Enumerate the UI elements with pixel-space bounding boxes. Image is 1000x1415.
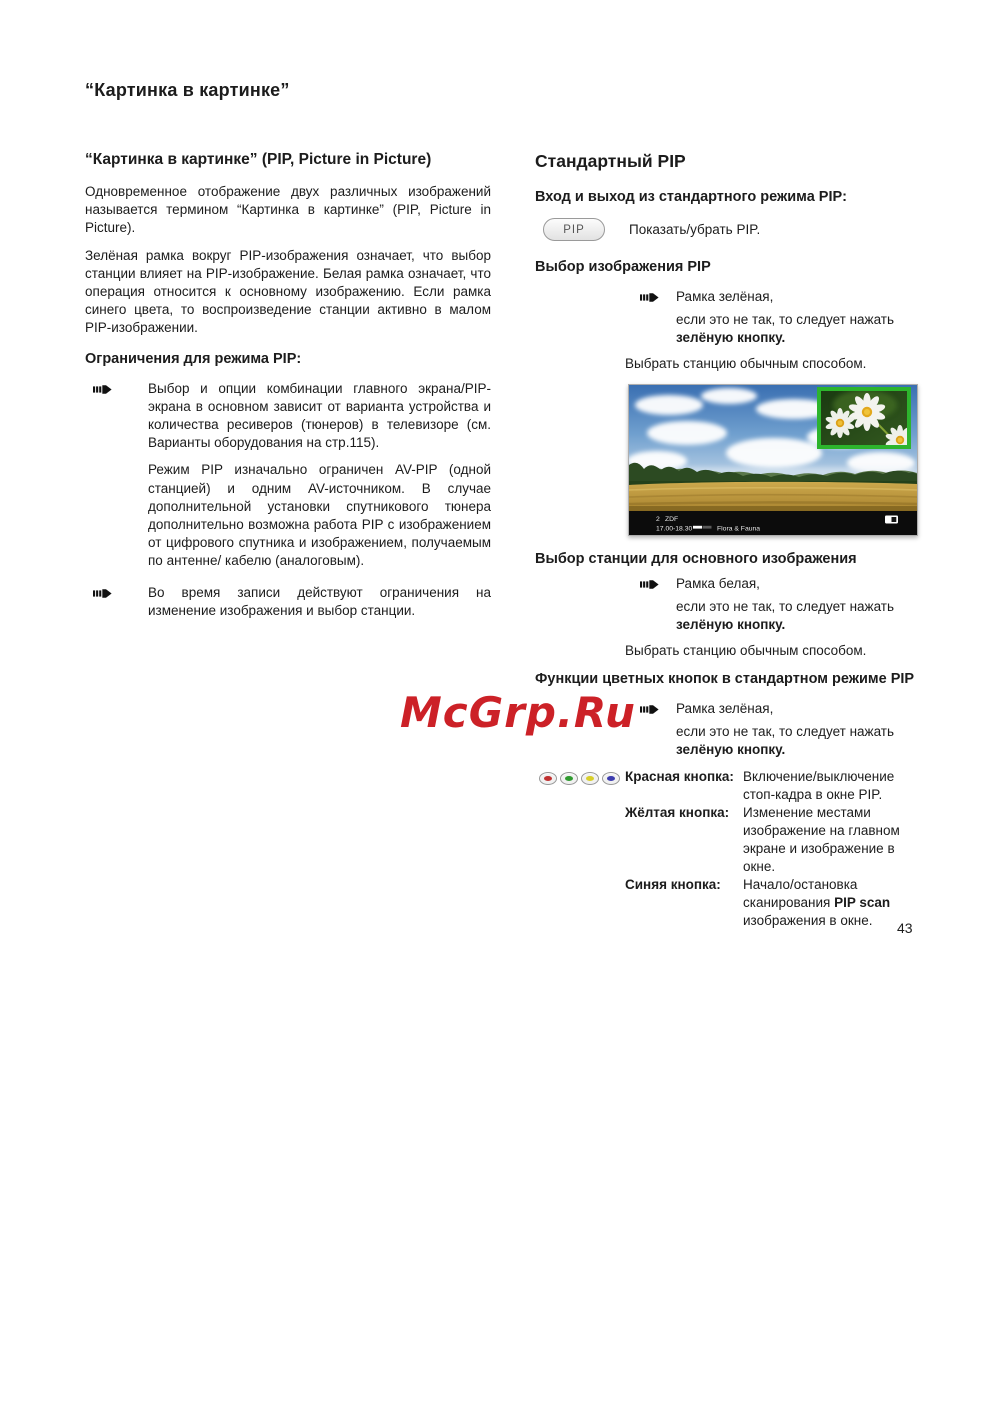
intro-paragraph: Одновременное отображение двух различных изображений называется термином “Картинка в картинке” (PIP, Picture in Picture). bbox=[85, 184, 491, 236]
restriction1-paragraph2: Режим PIP изначально ограничен AV-PIP (одной станцией) и одним AV-источником. В случае дополнительной установки спутникового тюнера дополнительно возможна работа PIP с изображением от цифрового спутника и изображением, получаемым по антенне/ кабелю (аналоговым). bbox=[148, 462, 491, 569]
frame-state-text: Рамка зелёная, bbox=[676, 289, 774, 304]
blue-button-row bbox=[625, 876, 933, 930]
blue-button-icon[interactable] bbox=[602, 772, 620, 785]
pip-remote-button[interactable]: PIP bbox=[543, 218, 605, 241]
main-select-heading: Выбор станции для основного изображения bbox=[535, 551, 857, 567]
yellow-button-icon[interactable] bbox=[581, 772, 599, 785]
channel-info-bar bbox=[629, 511, 917, 535]
restrictions-heading: Ограничения для режима PIP: bbox=[85, 350, 302, 367]
green-button-icon[interactable] bbox=[560, 772, 578, 785]
standard-pip-heading: Стандартный PIP bbox=[535, 151, 686, 171]
if-not-text: если это не так, то следует нажать bbox=[676, 724, 894, 739]
channel-number: 2 bbox=[656, 516, 660, 523]
restriction-item-2 bbox=[85, 584, 491, 620]
red-button-row bbox=[625, 768, 933, 804]
pip-button-row bbox=[543, 218, 933, 241]
press-green-button-text: зелёную кнопку. bbox=[676, 330, 786, 345]
pip-inset-window bbox=[817, 387, 915, 455]
restriction1-paragraph1: Выбор и опции комбинации главного экрана/PIP-экрана в основном зависит от варианта устройства и количества ресиверов (тюнеров) в телевизоре (см. Варианты оборудования на стр.115). bbox=[148, 380, 491, 451]
note-arrow-icon bbox=[640, 292, 660, 303]
note-arrow-icon bbox=[640, 579, 660, 590]
select-station-note: Выбрать станцию обычным способом. bbox=[625, 356, 867, 371]
program-time: 17.00-18.30 bbox=[656, 525, 693, 533]
right-column bbox=[535, 151, 933, 930]
color-buttons-heading: Функции цветных кнопок в стандартном режиме PIP bbox=[535, 671, 915, 687]
restriction2-paragraph: Во время записи действуют ограничения на изменение изображения и выбор станции. bbox=[148, 584, 491, 618]
select-station-note: Выбрать станцию обычным способом. bbox=[625, 643, 867, 658]
channel-name: ZDF bbox=[665, 516, 679, 523]
note-arrow-icon bbox=[93, 588, 113, 599]
pip-select-note bbox=[535, 288, 933, 347]
note-arrow-icon bbox=[93, 384, 113, 395]
page-number: 43 bbox=[897, 920, 913, 936]
yellow-button-desc: Изменение местами изображение на главном экране и изображение в окне. bbox=[743, 805, 900, 874]
red-button-icon[interactable] bbox=[539, 772, 557, 785]
frame-state-text: Рамка белая, bbox=[676, 576, 760, 591]
color-functions-table bbox=[625, 768, 933, 930]
frame-colors-paragraph: Зелёная рамка вокруг PIP-изображения означает, что выбор станции влияет на PIP-изображение. Белая рамка означает, что операция относится к основному изображению. Если рамка синего цвета, то воспроизведение станции активно в малом PIP-изображении. bbox=[85, 247, 491, 336]
enter-exit-heading: Вход и выход из стандартного режима PIP: bbox=[535, 189, 847, 205]
if-not-text: если это не так, то следует нажать bbox=[676, 599, 894, 614]
blue-button-label: Синяя кнопка: bbox=[625, 877, 721, 892]
mcgrp-watermark: McGrp.Ru bbox=[400, 688, 636, 737]
restriction-item-1 bbox=[85, 380, 491, 571]
red-button-label: Красная кнопка: bbox=[625, 769, 734, 784]
if-not-text: если это не так, то следует нажать bbox=[676, 312, 894, 327]
remote-color-buttons bbox=[539, 772, 620, 785]
page-title: “Картинка в картинке” bbox=[85, 80, 290, 100]
blue-button-desc: Начало/остановка сканирования PIP scan изображения в окне. bbox=[743, 877, 891, 928]
program-title: Flora & Fauna bbox=[717, 525, 761, 533]
tv-screen-illustration bbox=[628, 384, 918, 536]
press-green-button-text: зелёную кнопку. bbox=[676, 617, 786, 632]
yellow-button-row bbox=[625, 804, 933, 876]
pip-button-caption: Показать/убрать PIP. bbox=[629, 222, 761, 237]
pip-position-icon bbox=[885, 516, 898, 524]
yellow-button-label: Жёлтая кнопка: bbox=[625, 805, 730, 820]
section-heading-pip: “Картинка в картинке” (PIP, Picture in Picture) bbox=[85, 151, 432, 168]
frame-state-text: Рамка зелёная, bbox=[676, 701, 774, 716]
main-select-note bbox=[535, 575, 933, 634]
left-column bbox=[85, 151, 491, 633]
pip-select-heading: Выбор изображения PIP bbox=[535, 259, 711, 275]
press-green-button-text: зелёную кнопку. bbox=[676, 742, 786, 757]
note-arrow-icon bbox=[640, 704, 660, 715]
red-button-desc: Включение/выключение стоп-кадра в окне PIP. bbox=[743, 769, 895, 802]
